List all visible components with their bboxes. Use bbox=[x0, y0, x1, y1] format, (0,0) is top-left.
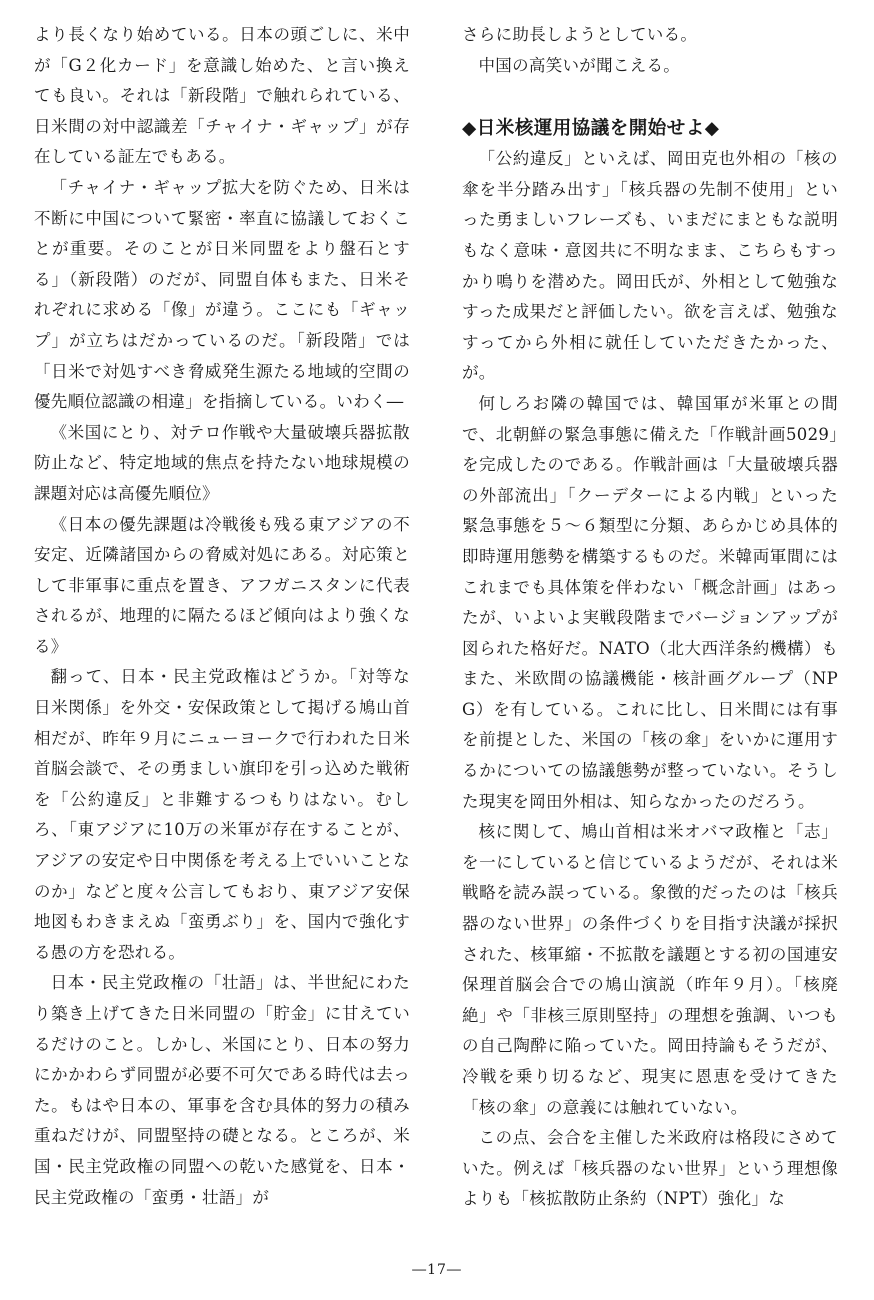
right-column bbox=[462, 20, 838, 1215]
quote-paragraph: 《日本の優先課題は冷戦後も残る東アジアの不安定、近隣諸国からの脅威対処にある。対応策として非軍事に重点を置き、アフガニスタンに代表されるが、地理的に隔たるほど傾向はより強くなる》 bbox=[34, 514, 410, 656]
paragraph: 何しろお隣の韓国では、韓国軍が米軍との間で、北朝鮮の緊急事態に備えた「作戦計画5029」を完成したのである。作戦計画は「大量破壊兵器の外部流出」「クーデターによる内戦」といった緊急事態を５～６類型に分類、あらかじめ具体的即時運用態勢を構築するものだ。米韓両軍間にはこれまでも具体策を伴わない「概念計画」はあったが、いよいよ実戦段階までバージョンアップが図られた格好だ。NATO（北大西洋条約機構）もまた、米欧間の協議機能・核計画グループ（NPG）を有している。これに比し、日米間には有事を前提とした、米国の「核の傘」をいかに運用するかについての協議態勢が整っていない。そうした現実を岡田外相は、知らなかったのだろう。 bbox=[462, 393, 838, 811]
paragraph: より長くなり始めている。日本の頭ごしに、米中が「G２化カード」を意識し始めた、と言い換えても良い。それは「新段階」で触れられている、日米間の対中認識差「チャイナ・ギャップ」が存在している証左でもある。 bbox=[34, 25, 410, 167]
left-column bbox=[34, 20, 410, 1213]
paragraph: 核に関して、鳩山首相は米オバマ政権と「志」を一にしていると信じているようだが、それは米戦略を読み誤っている。象徴的だったのは「核兵器のない世界」の条件づくりを目指す決議が採択された、核軍縮・不拡散を議題とする初の国連安保理首脳会合での鳩山演説（昨年９月）。「核廃絶」や「非核三原則堅持」の理想を強調、いつもの自己陶酔に陥っていた。岡田持論もそうだが、冷戦を乗り切るなど、現実に恩恵を受けてきた「核の傘」の意義には触れていない。 bbox=[462, 822, 838, 1117]
paragraph: 中国の高笑いが聞こえる。 bbox=[478, 55, 681, 75]
paragraph: 日本・民主党政権の「壮語」は、半世紀にわたり築き上げてきた日米同盟の「貯金」に甘えているだけのこと。しかし、米国にとり、日本の努力にかかわらず同盟が必要不可欠である時代は去った。もはや日本の、軍事を含む具体的努力の積み重ねだけが、同盟堅持の礎となる。ところが、米国・民主党政権の同盟への乾いた感覚を、日本・民主党政権の「蛮勇・壮語」が bbox=[34, 973, 410, 1207]
page-number: ―17― bbox=[412, 1262, 462, 1278]
paragraph: この点、会合を主催した米政府は格段にさめていた。例えば「核兵器のない世界」という理想像よりも「核拡散防止条約（NPT）強化」な bbox=[462, 1128, 838, 1209]
paragraph: 「公約違反」といえば、岡田克也外相の「核の傘を半分踏み出す」「核兵器の先制不使用」といった勇ましいフレーズも、いまだにまともな説明もなく意味・意図共に不明なまま、こちらもすっかり鳴りを潜めた。岡田氏が、外相として勉強なすった成果だと評価したい。欲を言えば、勉強なすってから外相に就任していただきたかった、が。 bbox=[462, 149, 838, 383]
paragraph: 翻って、日本・民主党政権はどうか。「対等な日米関係」を外交・安保政策として掲げる鳩山首相だが、昨年９月にニューヨークで行われた日米首脳会談で、その勇ましい旗印を引っ込めた戦術を「公約違反」と非難するつもりはない。むしろ、「東アジアに10万の米軍が存在することが、アジアの安定や日中関係を考える上でいいことなのか」などと度々公言してもおり、東アジア安保地図もわきまえぬ「蛮勇ぶり」を、国内で強化する愚の方を恐れる。 bbox=[34, 667, 410, 962]
paragraph: さらに助長しようとしている。 bbox=[462, 25, 698, 44]
quote-paragraph: 《米国にとり、対テロ作戦や大量破壊兵器拡散防止など、特定地域的焦点を持たない地球規模の課題対応は高優先順位》 bbox=[34, 422, 410, 503]
section-heading: ◆日米核運用協議を開始せよ◆ bbox=[462, 118, 720, 140]
paragraph: 「チャイナ・ギャップ拡大を防ぐため、日米は不断に中国について緊密・率直に協議しておくことが重要。そのことが日米同盟をより盤石とする」（新段階）のだが、同盟自体もまた、日米それぞれに求める「像」が違う。ここにも「ギャップ」が立ちはだかっているのだ。「新段階」では「日米で対処すべき脅威発生源たる地域的空間の優先順位認識の相違」を指摘している。いわく― bbox=[34, 177, 410, 412]
